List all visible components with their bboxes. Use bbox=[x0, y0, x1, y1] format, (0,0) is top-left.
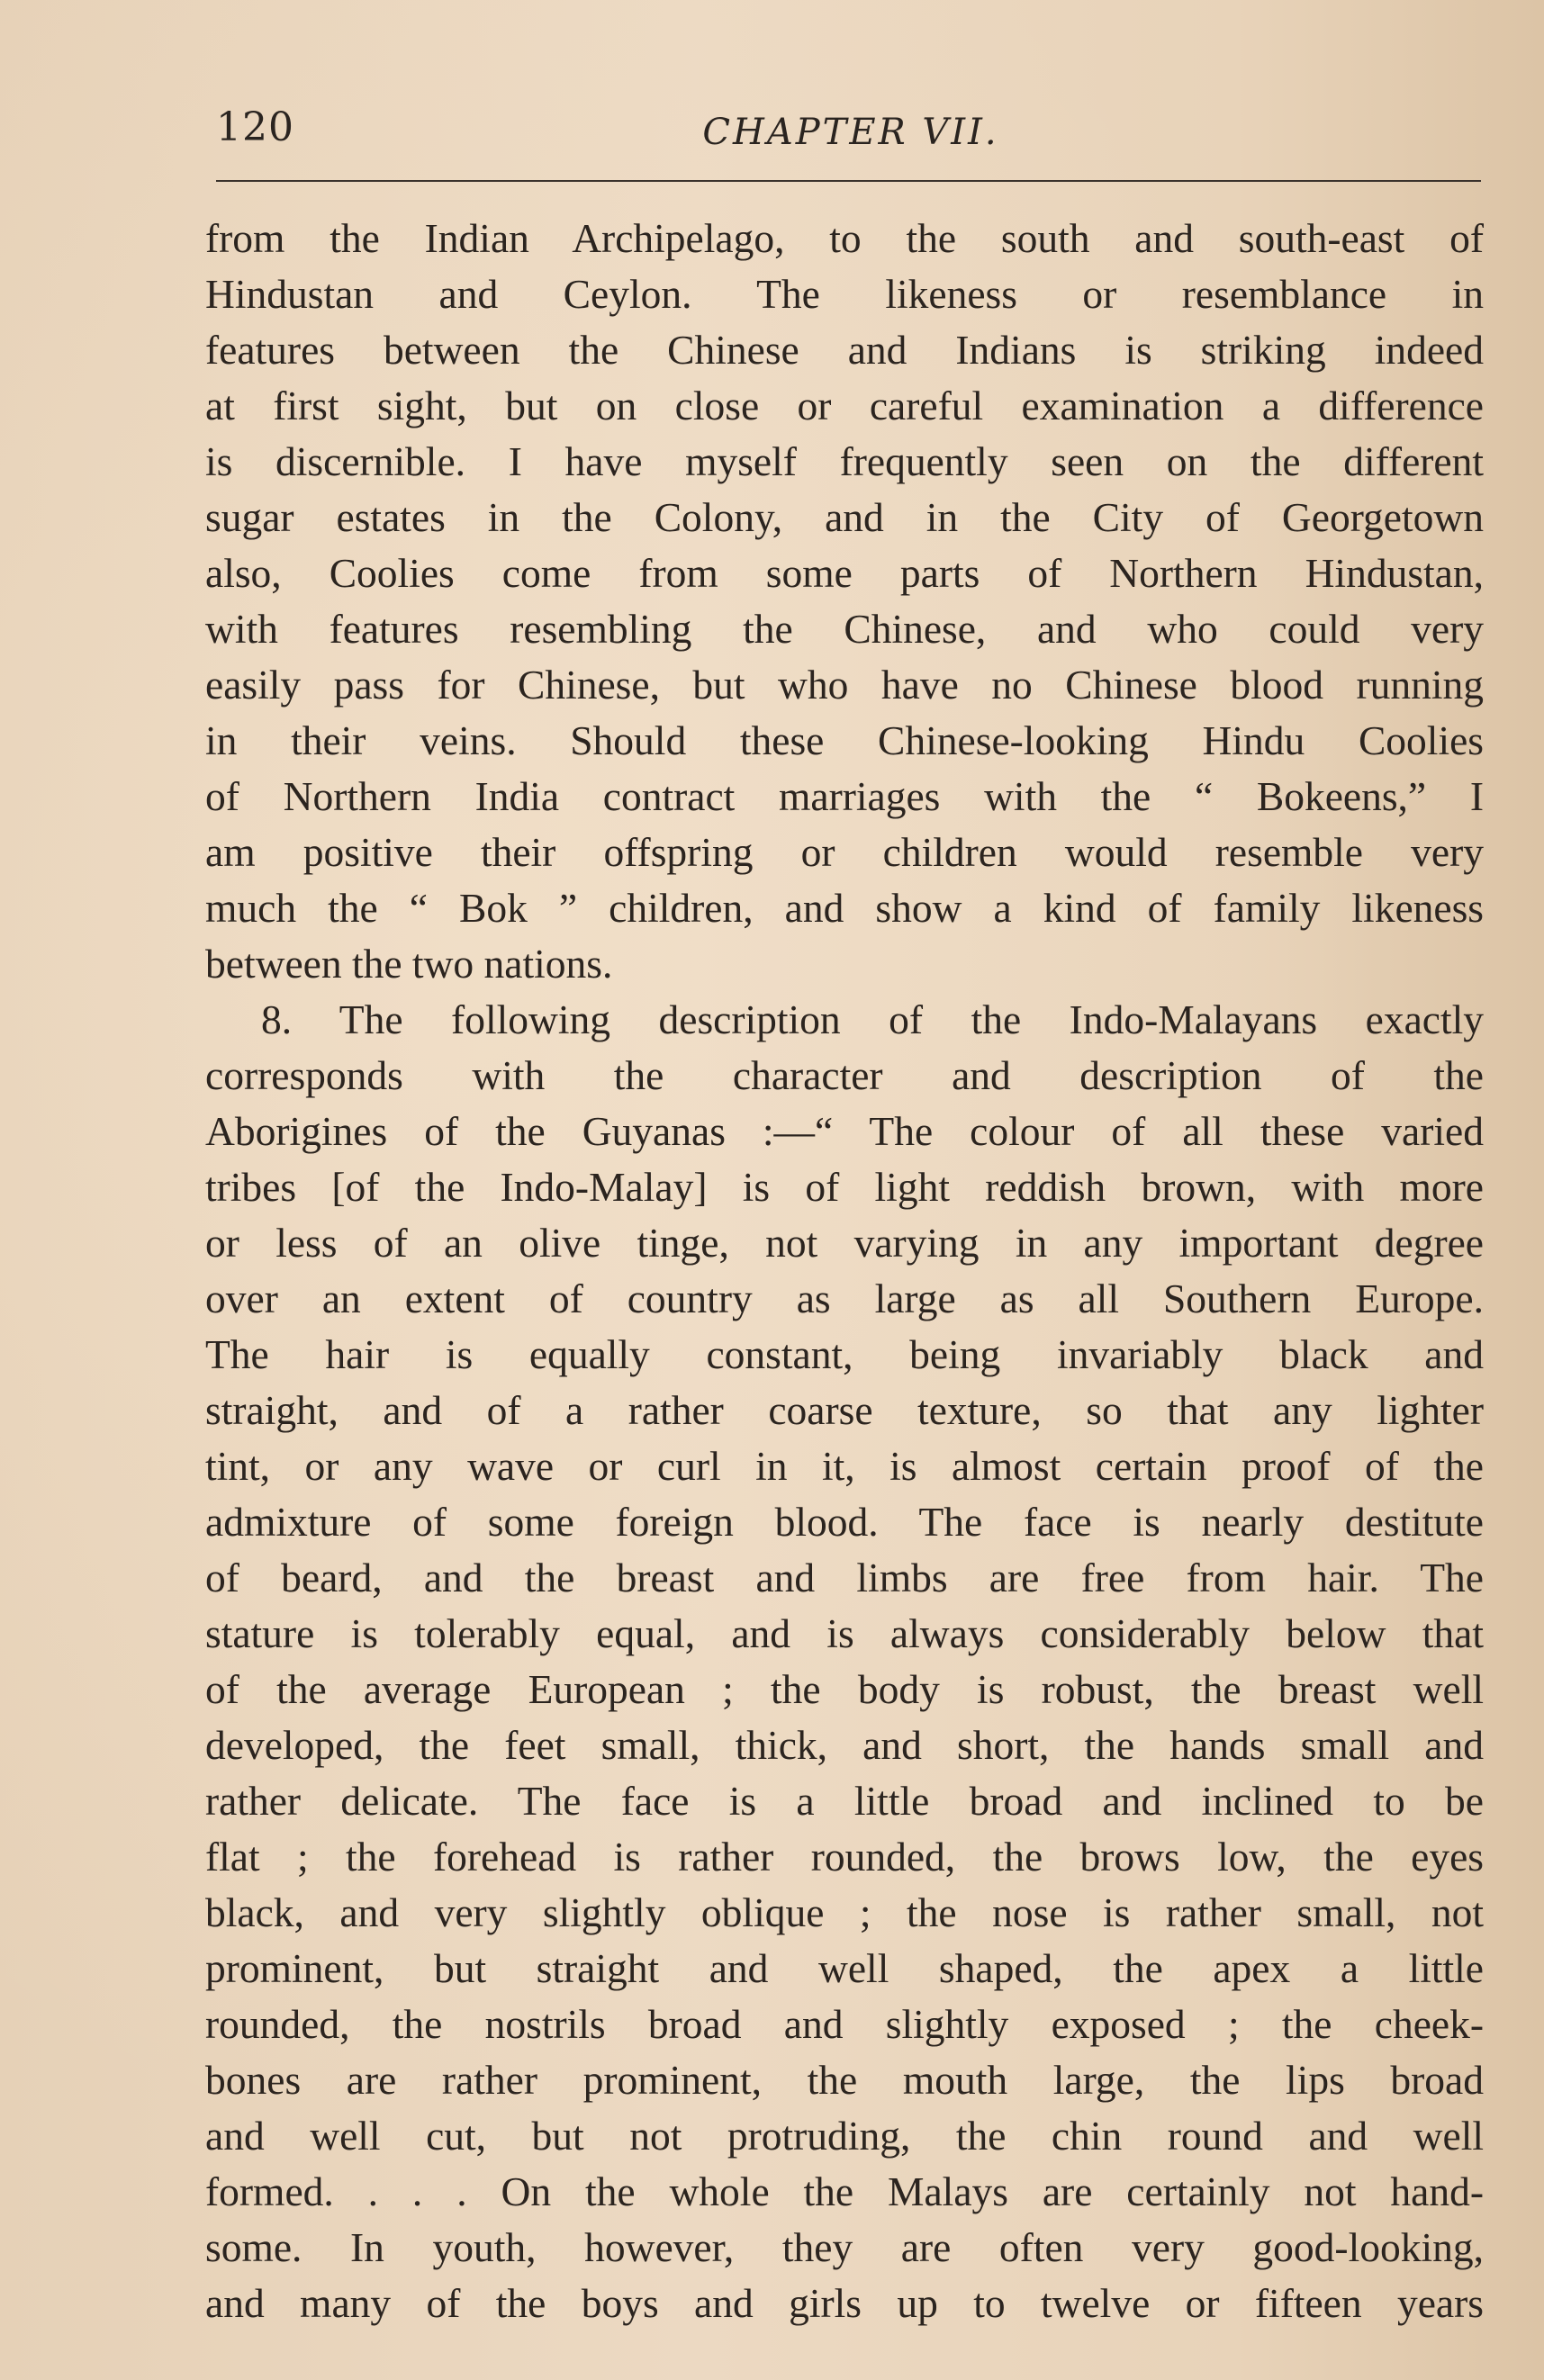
text-line: flat ; the forehead is rather rounded, the brows low, the eyes bbox=[205, 1834, 1484, 1880]
text-line: corresponds with the character and description of the bbox=[205, 1052, 1484, 1098]
page-header bbox=[216, 101, 1485, 164]
text-line: admixture of some foreign blood. The face is nearly destitute bbox=[205, 1499, 1484, 1545]
text-line: Hindustan and Ceylon. The likeness or resemblance in bbox=[205, 271, 1484, 317]
text-line: prominent, but straight and well shaped, the apex a little bbox=[205, 1945, 1484, 1991]
text-line: easily pass for Chinese, but who have no Chinese blood running bbox=[205, 662, 1484, 708]
text-line: also, Coolies come from some parts of Northern Hindustan, bbox=[205, 550, 1484, 596]
text-line: bones are rather prominent, the mouth large, the lips broad bbox=[205, 2057, 1484, 2103]
text-line: of the average European ; the body is robust, the breast well bbox=[205, 1666, 1484, 1712]
text-line: formed. . . . On the whole the Malays are certainly not hand- bbox=[205, 2168, 1484, 2214]
text-line: and well cut, but not protruding, the chin round and well bbox=[205, 2113, 1484, 2159]
text-line: is discernible. I have myself frequently seen on the different bbox=[205, 438, 1484, 484]
text-line: am positive their offspring or children would resemble very bbox=[205, 829, 1484, 875]
text-line: from the Indian Archipelago, to the south and south-east of bbox=[205, 215, 1484, 261]
paragraph-start-line: 8. The following description of the Indo-Malayans exactly bbox=[261, 996, 1484, 1042]
text-line: tint, or any wave or curl in it, is almost certain proof of the bbox=[205, 1443, 1484, 1489]
text-line: features between the Chinese and Indians is striking indeed bbox=[205, 327, 1484, 373]
text-line: rounded, the nostrils broad and slightly exposed ; the cheek- bbox=[205, 2001, 1484, 2047]
text-line: straight, and of a rather coarse texture, so that any lighter bbox=[205, 1387, 1484, 1433]
text-line: of Northern India contract marriages with the “ Bokeens,” I bbox=[205, 773, 1484, 819]
chapter-title: CHAPTER VII. bbox=[702, 112, 999, 153]
page-number: 120 bbox=[216, 104, 294, 150]
text-line: rather delicate. The face is a little broad and inclined to be bbox=[205, 1778, 1484, 1824]
text-line: stature is tolerably equal, and is always considerably below that bbox=[205, 1610, 1484, 1656]
body-text bbox=[205, 211, 1484, 2331]
text-line: tribes [of the Indo-Malay] is of light reddish brown, with more bbox=[205, 1164, 1484, 1210]
paragraph-end-line: between the two nations. bbox=[205, 941, 613, 987]
text-line: Aborigines of the Guyanas :—“ The colour of all these varied bbox=[205, 1108, 1484, 1154]
text-line: over an extent of country as large as all Southern Europe. bbox=[205, 1276, 1484, 1321]
text-line: at first sight, but on close or careful examination a difference bbox=[205, 383, 1484, 428]
text-line: or less of an olive tinge, not varying in any important degree bbox=[205, 1220, 1484, 1266]
text-line: developed, the feet small, thick, and short, the hands small and bbox=[205, 1722, 1484, 1768]
header-rule bbox=[216, 180, 1481, 182]
text-line: The hair is equally constant, being invariably black and bbox=[205, 1331, 1484, 1377]
text-line: in their veins. Should these Chinese-looking Hindu Coolies bbox=[205, 717, 1484, 763]
text-line: much the “ Bok ” children, and show a kind of family likeness bbox=[205, 885, 1484, 931]
text-line: some. In youth, however, they are often very good-looking, bbox=[205, 2224, 1484, 2270]
text-line: black, and very slightly oblique ; the nose is rather small, not bbox=[205, 1889, 1484, 1935]
text-line: of beard, and the breast and limbs are free from hair. The bbox=[205, 1555, 1484, 1600]
text-line: with features resembling the Chinese, and who could very bbox=[205, 606, 1484, 652]
text-line: sugar estates in the Colony, and in the City of Georgetown bbox=[205, 494, 1484, 540]
text-line: and many of the boys and girls up to twelve or fifteen years bbox=[205, 2280, 1484, 2326]
